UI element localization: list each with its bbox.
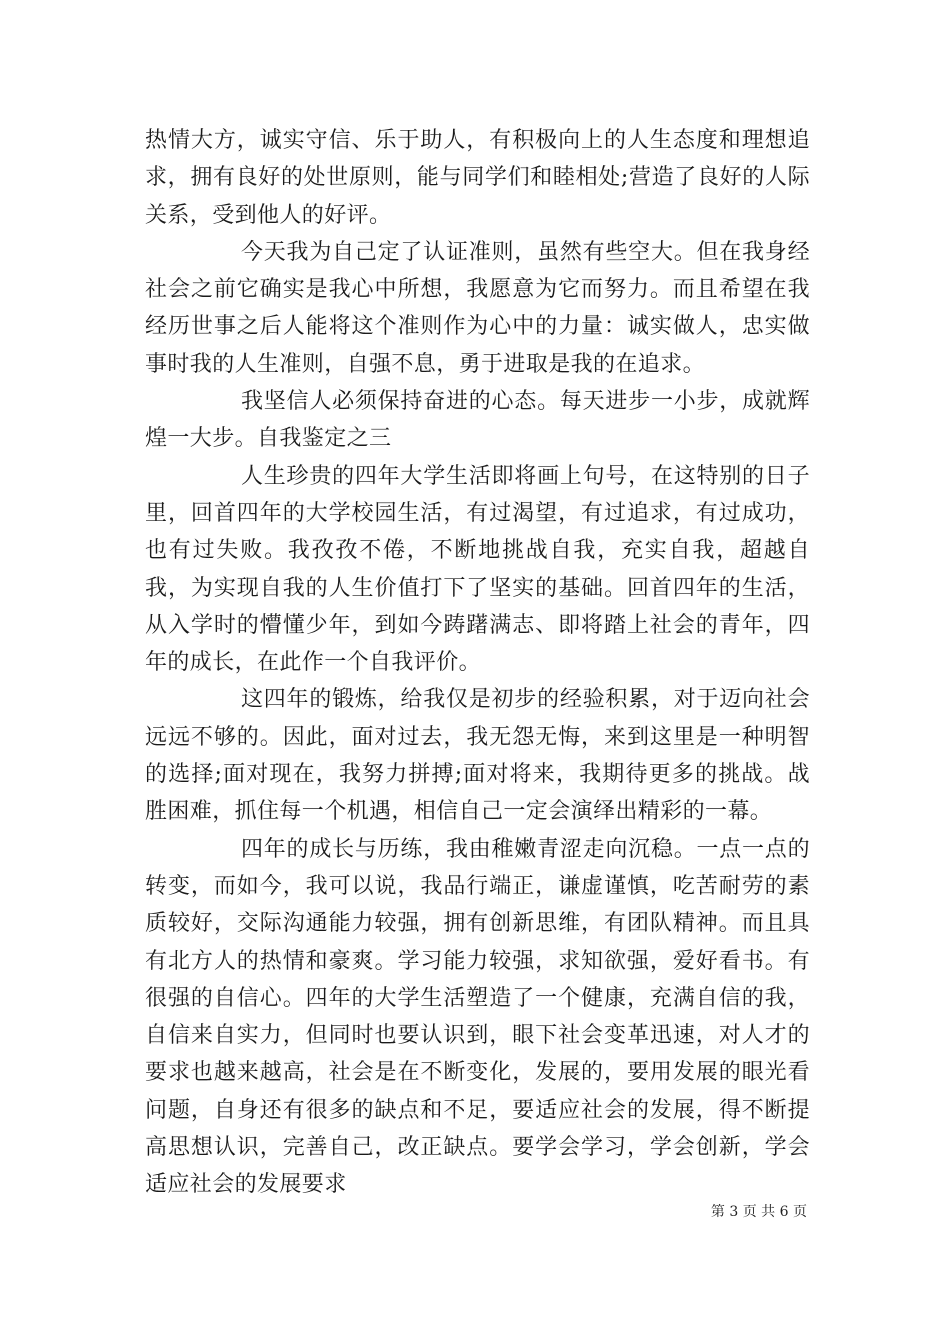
paragraph-continuation: 热情大方，诚实守信、乐于助人，有积极向上的人生态度和理想追求，拥有良好的处世原则，能与同学们和睦相处;营造了良好的人际关系，受到他人的好评。 [145, 128, 810, 228]
paragraph-growth: 四年的成长与历练，我由稚嫩青涩走向沉稳。一点一点的转变，而如今，我可以说，我品行端正，谦虚谨慎，吃苦耐劳的素质较好，交际沟通能力较强，拥有创新思维，有团队精神。而且具有北方人的热情和豪爽。学习能力较强，求知欲强，爱好看书。有很强的自信心。四年的大学生活塑造了一个健康，充满自信的我，自信来自实力，但同时也要认识到，眼下社会变革迅速，对人才的要求也越来越高，社会是在不断变化，发展的，要用发展的眼光看问题，自身还有很多的缺点和不足，要适应社会的发展，得不断提高思想认识，完善自己，改正缺点。要学会学习，学会创新，学会适应社会的发展要求 [145, 836, 810, 1198]
paragraph-training: 这四年的锻炼，给我仅是初步的经验积累，对于迈向社会远远不够的。因此，面对过去，我无怨无悔，来到这里是一种明智的选择;面对现在，我努力拼搏;面对将来，我期待更多的挑战。战胜困难，抓住每一个机遇，相信自己一定会演绎出精彩的一幕。 [145, 687, 810, 825]
paragraph-principles: 今天我为自己定了认证准则，虽然有些空大。但在我身经社会之前它确实是我心中所想，我愿意为它而努力。而且希望在我经历世事之后人能将这个准则作为心中的力量：诚实做人，忠实做事时我的人生准则，自强不息，勇于进取是我的在追求。 [145, 239, 810, 377]
paragraph-university-life: 人生珍贵的四年大学生活即将画上句号，在这特别的日子里，回首四年的大学校园生活，有过渴望，有过追求，有过成功，也有过失败。我孜孜不倦，不断地挑战自我，充实自我，超越自我，为实现自我的人生价值打下了坚实的基础。回首四年的生活，从入学时的懵懂少年，到如今踌躇满志、即将踏上社会的青年，四年的成长，在此作一个自我评价。 [145, 463, 810, 676]
page-number: 第 3 页 共 6 页 [710, 1204, 807, 1220]
document-body [145, 122, 810, 1204]
paragraph-attitude: 我坚信人必须保持奋进的心态。每天进步一小步，成就辉煌一大步。自我鉴定之三 [145, 389, 810, 452]
